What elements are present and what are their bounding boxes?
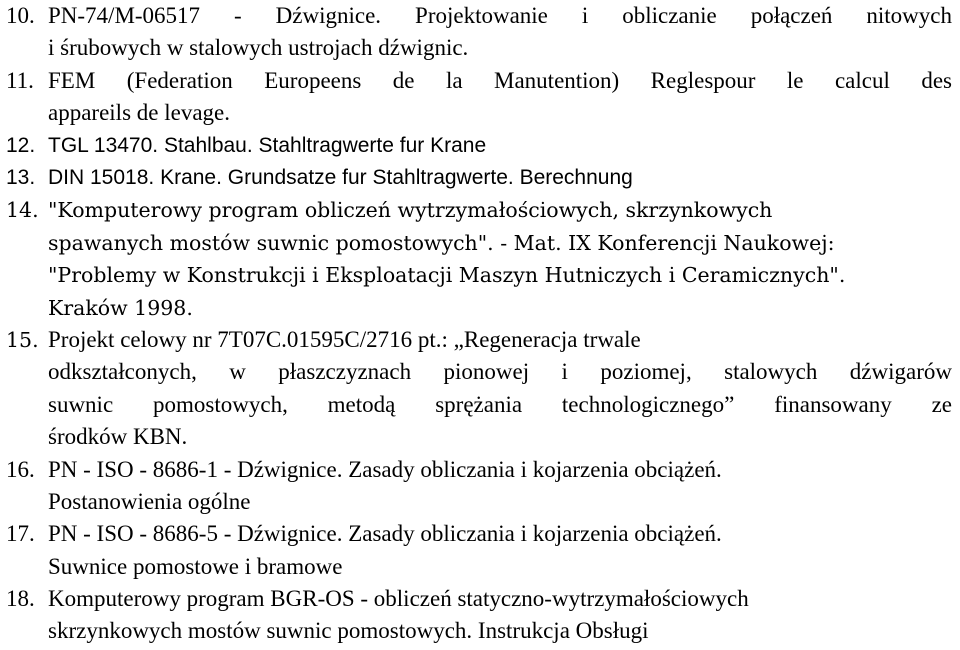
reference-line: "Problemy w Konstrukcji i Eksploatacji Maszyn Hutniczych i Ceramicznych". (48, 263, 846, 288)
reference-item-13 (0, 162, 960, 194)
reference-number: 13. (6, 165, 36, 189)
reference-text (48, 0, 952, 65)
reference-text (48, 454, 952, 519)
reference-item-15 (0, 324, 960, 454)
reference-item-17 (0, 518, 960, 583)
reference-line: PN-74/M-06517 - Dźwignice. Projektowanie i obliczanie połączeń nitowych (48, 3, 952, 28)
reference-text (48, 130, 952, 162)
reference-line: środków KBN. (48, 424, 188, 450)
reference-number: 17. (6, 521, 35, 547)
reference-line: PN - ISO - 8686-5 - Dźwignice. Zasady obliczania i kojarzenia obciążeń. (48, 521, 722, 547)
reference-text (48, 583, 952, 648)
reference-item-16 (0, 454, 960, 519)
reference-line: appareils de levage. (48, 100, 230, 126)
reference-line: PN - ISO - 8686-1 - Dźwignice. Zasady obliczania i kojarzenia obciążeń. (48, 456, 722, 482)
reference-text (48, 194, 952, 324)
reference-item-12 (0, 130, 960, 162)
reference-number: 18. (6, 586, 35, 612)
reference-number: 15. (6, 327, 39, 352)
reference-line: DIN 15018. Krane. Grundsatze fur Stahltragwerte. Berechnung (48, 165, 633, 189)
reference-line: odkształconych, w płaszczyznach pionowej i poziomej, stalowych dźwigarów (48, 359, 952, 385)
reference-line: i śrubowych w stalowych ustrojach dźwignic. (48, 35, 469, 61)
reference-line: suwnic pomostowych, metodą sprężania technologicznego” finansowany ze (48, 391, 952, 417)
reference-text (48, 65, 952, 130)
reference-line: "Komputerowy program obliczeń wytrzymałościowych, skrzynkowych (48, 198, 773, 223)
reference-number: 16. (6, 456, 35, 482)
reference-item-18 (0, 583, 960, 648)
reference-line: FEM (Federation Europeens de la Manutention) Reglespour le calcul des (48, 67, 952, 93)
reference-line: Kraków 1998. (48, 295, 193, 320)
reference-text (48, 162, 952, 194)
reference-text (48, 324, 952, 454)
reference-number: 11. (6, 67, 34, 93)
reference-line: skrzynkowych mostów suwnic pomostowych. Instrukcja Obsługi (48, 618, 649, 644)
reference-line: Postanowienia ogólne (48, 488, 251, 514)
reference-text (48, 518, 952, 583)
reference-line: Suwnice pomostowe i bramowe (48, 553, 343, 579)
reference-line: Komputerowy program BGR-OS - obliczeń statyczno-wytrzymałościowych (48, 586, 749, 612)
reference-number: 12. (6, 133, 36, 157)
reference-item-10 (0, 0, 960, 65)
reference-line: Projekt celowy nr 7T07C.01595C/2716 pt.: „Regeneracja trwale (48, 326, 641, 352)
reference-number: 10. (6, 3, 35, 28)
reference-item-14 (0, 194, 960, 324)
reference-line: TGL 13470. Stahlbau. Stahltragwerte fur Krane (48, 133, 487, 157)
reference-item-11 (0, 65, 960, 130)
reference-line: spawanych mostów suwnic pomostowych". - Mat. IX Konferencji Naukowej: (48, 230, 835, 255)
reference-number: 14. (6, 198, 39, 223)
